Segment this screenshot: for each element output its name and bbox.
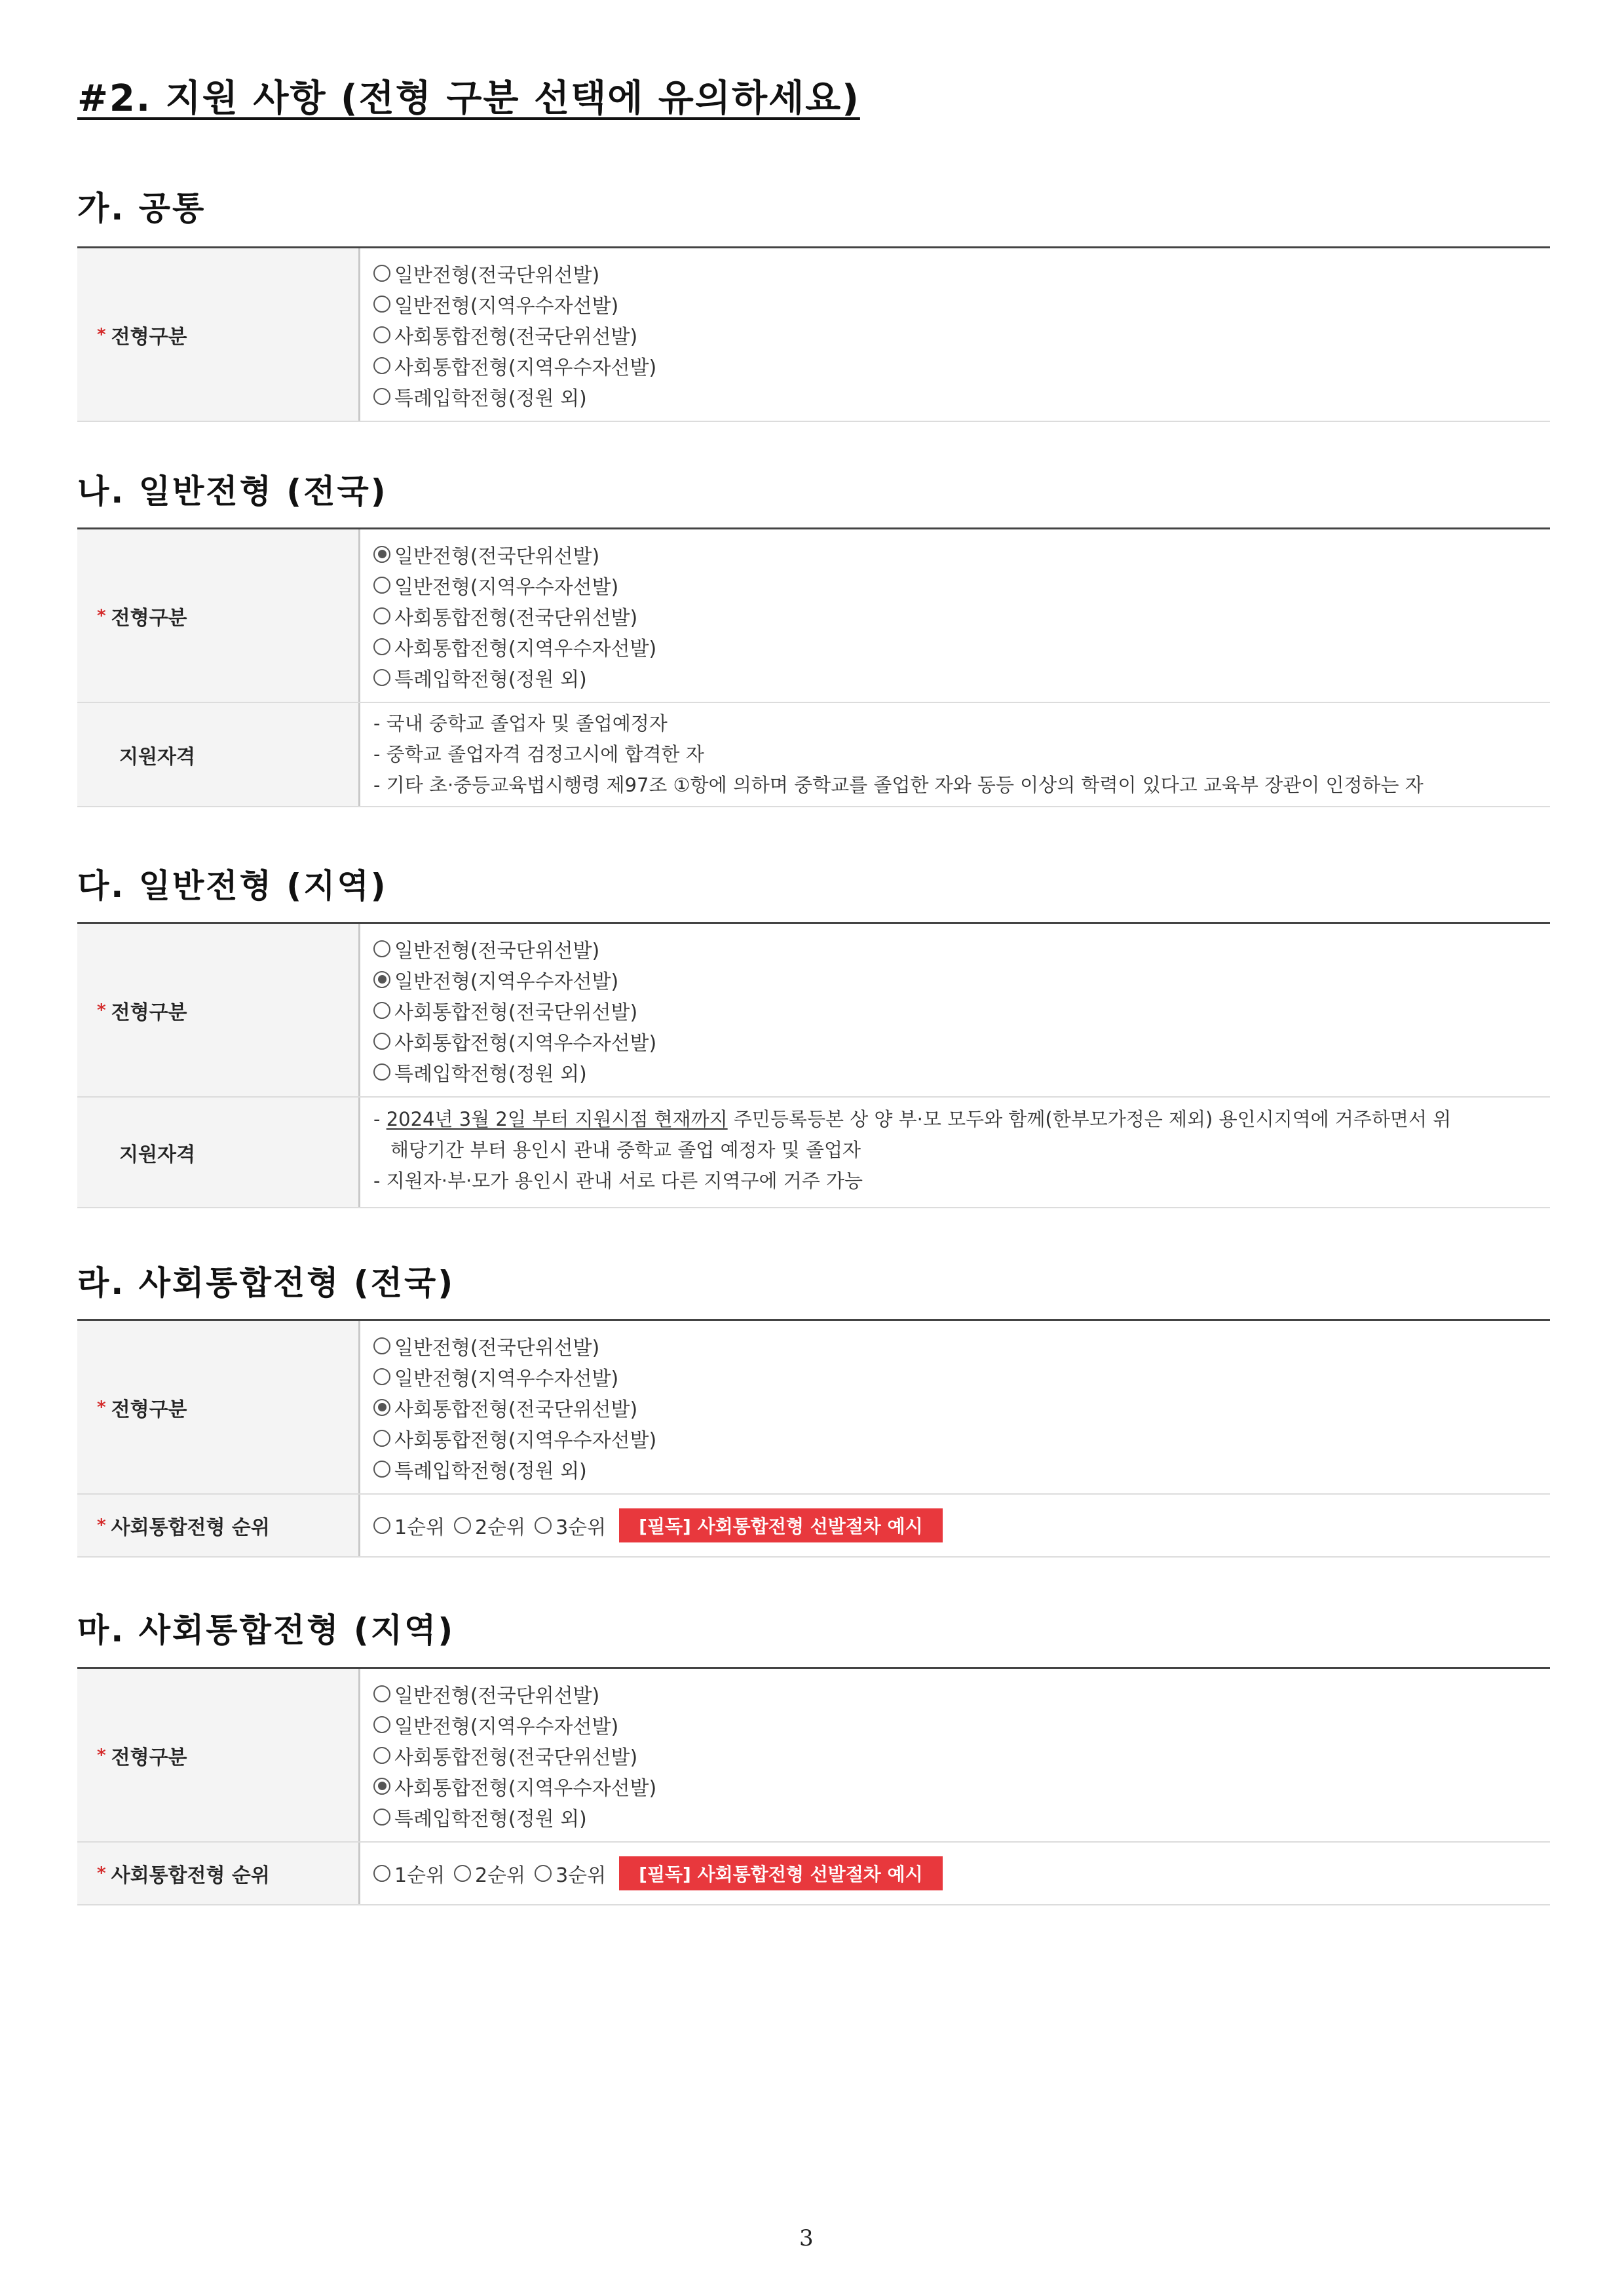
rank-label: 3순위 [556,1864,607,1887]
label-type: * 전형구분 [77,924,360,1096]
qual-line: - 중학교 졸업자격 검정고시에 합격한 자 [373,743,704,765]
type-option[interactable] [373,1392,1550,1423]
type-option[interactable] [373,1423,1550,1453]
table-general-regional [77,922,1550,1208]
radio-icon[interactable] [535,1865,552,1882]
option-label: 일반전형(지역우수자선발) [394,970,619,993]
option-label: 사회통합전형(전국단위선발) [394,1746,638,1769]
row-type [77,1669,1550,1843]
rank-label: 1순위 [394,1516,445,1539]
radio-icon[interactable] [373,940,390,957]
option-label: 일반전형(지역우수자선발) [394,1715,619,1738]
option-label: 사회통합전형(전국단위선발) [394,1001,638,1024]
radio-icon[interactable] [373,357,390,374]
option-label: 특례입학전형(정원 외) [394,668,587,691]
notice-link-button[interactable]: [필독] 사회통합전형 선발절차 예시 [619,1508,943,1542]
required-star-icon: * [97,1864,106,1883]
required-star-icon: * [97,1397,106,1417]
option-label: 사회통합전형(지역우수자선발) [394,1428,657,1452]
radio-icon[interactable] [373,1063,390,1081]
option-label: 일반전형(지역우수자선발) [394,575,619,599]
type-option[interactable] [373,995,1550,1025]
type-option[interactable] [373,631,1550,662]
label-type: * 전형구분 [77,248,360,421]
type-option[interactable] [373,1361,1550,1392]
type-option[interactable] [373,1453,1550,1484]
rank-option[interactable] [454,1511,525,1540]
table-social-regional [77,1667,1550,1905]
label-rank: * 사회통합전형 순위 [77,1495,360,1556]
radio-icon[interactable] [373,1685,390,1702]
rank-option[interactable] [454,1859,525,1888]
label-qualification: 지원자격 [77,703,360,806]
type-option[interactable] [373,600,1550,631]
type-option[interactable] [373,1770,1550,1801]
qual-line: 해당기간 부터 용인시 관내 중학교 졸업 예정자 및 졸업자 [390,1139,861,1161]
option-label: 일반전형(전국단위선발) [394,939,600,963]
rank-option[interactable] [535,1859,606,1888]
radio-icon[interactable] [454,1865,471,1882]
radio-icon[interactable] [373,388,390,405]
rank-option[interactable] [373,1511,445,1540]
radio-icon[interactable] [373,1808,390,1826]
rank-label: 2순위 [475,1864,526,1887]
rank-label: 3순위 [556,1516,607,1539]
row-qualification [77,1098,1550,1208]
option-label: 사회통합전형(지역우수자선발) [394,356,657,379]
radio-icon[interactable] [373,577,390,594]
qual-line: - 2024년 3월 2일 부터 지원시점 현재까지 주민등록등본 상 양 부·모 모두와 함께(한부모가정은 제외) 용인시지역에 거주하면서 위 [373,1108,1452,1130]
radio-icon[interactable] [373,1865,390,1882]
required-star-icon: * [97,1000,106,1020]
radio-icon[interactable] [373,1368,390,1385]
type-radio-group [360,529,1550,702]
option-label: 사회통합전형(지역우수자선발) [394,1031,657,1055]
radio-icon[interactable] [454,1517,471,1534]
section-title-social-national: 라. 사회통합전형 (전국) [77,1264,455,1302]
type-option[interactable] [373,1330,1550,1361]
page-title: #2. 지원 사항 (전형 구분 선택에 유의하세요) [77,77,860,120]
row-type [77,248,1550,422]
required-star-icon: * [97,324,106,345]
type-radio-group [360,1321,1550,1493]
radio-icon[interactable] [373,1399,390,1416]
type-option[interactable] [373,1709,1550,1740]
radio-icon[interactable] [373,296,390,313]
option-label: 특례입학전형(정원 외) [394,1807,587,1831]
type-option[interactable] [373,258,1550,288]
radio-icon[interactable] [373,1337,390,1354]
section-title-social-regional: 마. 사회통합전형 (지역) [77,1611,455,1649]
option-label: 사회통합전형(지역우수자선발) [394,1776,657,1800]
type-option[interactable] [373,1801,1550,1832]
type-option[interactable] [373,569,1550,600]
qual-line: - 지원자·부·모가 용인시 관내 서로 다른 지역구에 거주 가능 [373,1170,863,1192]
type-option[interactable] [373,539,1550,569]
radio-icon[interactable] [373,1033,390,1050]
notice-link-button[interactable]: [필독] 사회통합전형 선발절차 예시 [619,1856,943,1890]
qual-line: - 국내 중학교 졸업자 및 졸업예정자 [373,712,668,735]
label-type: * 전형구분 [77,1669,360,1841]
section-title-common: 가. 공통 [77,189,206,227]
required-star-icon: * [97,1516,106,1535]
label-type: * 전형구분 [77,1321,360,1493]
radio-icon[interactable] [373,1461,390,1478]
radio-icon[interactable] [373,971,390,988]
section-title-general-regional: 다. 일반전형 (지역) [77,867,388,905]
section-title-general-national: 나. 일반전형 (전국) [77,472,388,510]
qualification-text [360,703,1550,806]
radio-icon[interactable] [373,607,390,624]
radio-icon[interactable] [373,1747,390,1764]
option-label: 일반전형(전국단위선발) [394,1684,600,1708]
qualification-text [360,1098,1550,1207]
rank-option[interactable] [373,1859,445,1888]
required-star-icon: * [97,1745,106,1765]
radio-icon[interactable] [373,1778,390,1795]
radio-icon[interactable] [373,546,390,563]
type-option[interactable] [373,288,1550,319]
table-common [77,246,1550,422]
qual-line: - 기타 초·중등교육법시행령 제97조 ①항에 의하며 중학교를 졸업한 자와 동등 이상의 학력이 있다고 교육부 장관이 인정하는 자 [373,774,1424,796]
radio-icon[interactable] [373,1002,390,1019]
option-label: 일반전형(전국단위선발) [394,263,600,287]
table-general-national [77,527,1550,807]
option-label: 특례입학전형(정원 외) [394,1459,587,1483]
type-option[interactable] [373,1056,1550,1087]
radio-icon[interactable] [373,638,390,655]
type-option[interactable] [373,1025,1550,1056]
rank-label: 2순위 [475,1516,526,1539]
option-label: 특례입학전형(정원 외) [394,387,587,410]
radio-icon[interactable] [373,1517,390,1534]
option-label: 사회통합전형(지역우수자선발) [394,637,657,660]
row-qualification [77,703,1550,807]
option-label: 특례입학전형(정원 외) [394,1062,587,1086]
page-number: 3 [799,2225,814,2251]
rank-option[interactable] [535,1511,606,1540]
type-option[interactable] [373,350,1550,381]
type-option[interactable] [373,933,1550,964]
type-option[interactable] [373,319,1550,350]
row-type [77,924,1550,1098]
type-option[interactable] [373,1678,1550,1709]
row-type [77,1321,1550,1495]
type-radio-group [360,924,1550,1096]
type-option[interactable] [373,1740,1550,1770]
option-label: 일반전형(전국단위선발) [394,545,600,568]
option-label: 일반전형(전국단위선발) [394,1336,600,1360]
radio-icon[interactable] [373,1430,390,1447]
option-label: 일반전형(지역우수자선발) [394,294,619,318]
option-label: 사회통합전형(전국단위선발) [394,606,638,630]
option-label: 사회통합전형(전국단위선발) [394,325,638,349]
row-type [77,529,1550,703]
radio-icon[interactable] [373,326,390,343]
required-star-icon: * [97,605,106,626]
radio-icon[interactable] [373,265,390,282]
type-option[interactable] [373,662,1550,693]
row-rank [77,1843,1550,1905]
radio-icon[interactable] [535,1517,552,1534]
option-label: 사회통합전형(전국단위선발) [394,1398,638,1421]
rank-radio-group [373,1852,1550,1895]
label-qualification: 지원자격 [77,1098,360,1207]
table-social-national [77,1319,1550,1558]
type-option[interactable] [373,381,1550,411]
type-radio-group [360,248,1550,421]
type-option[interactable] [373,964,1550,995]
row-rank [77,1495,1550,1558]
type-radio-group [360,1669,1550,1841]
radio-icon[interactable] [373,1716,390,1733]
rank-label: 1순위 [394,1864,445,1887]
option-label: 일반전형(지역우수자선발) [394,1367,619,1390]
label-rank: * 사회통합전형 순위 [77,1843,360,1904]
label-type: * 전형구분 [77,529,360,702]
radio-icon[interactable] [373,669,390,686]
rank-radio-group [373,1504,1550,1547]
